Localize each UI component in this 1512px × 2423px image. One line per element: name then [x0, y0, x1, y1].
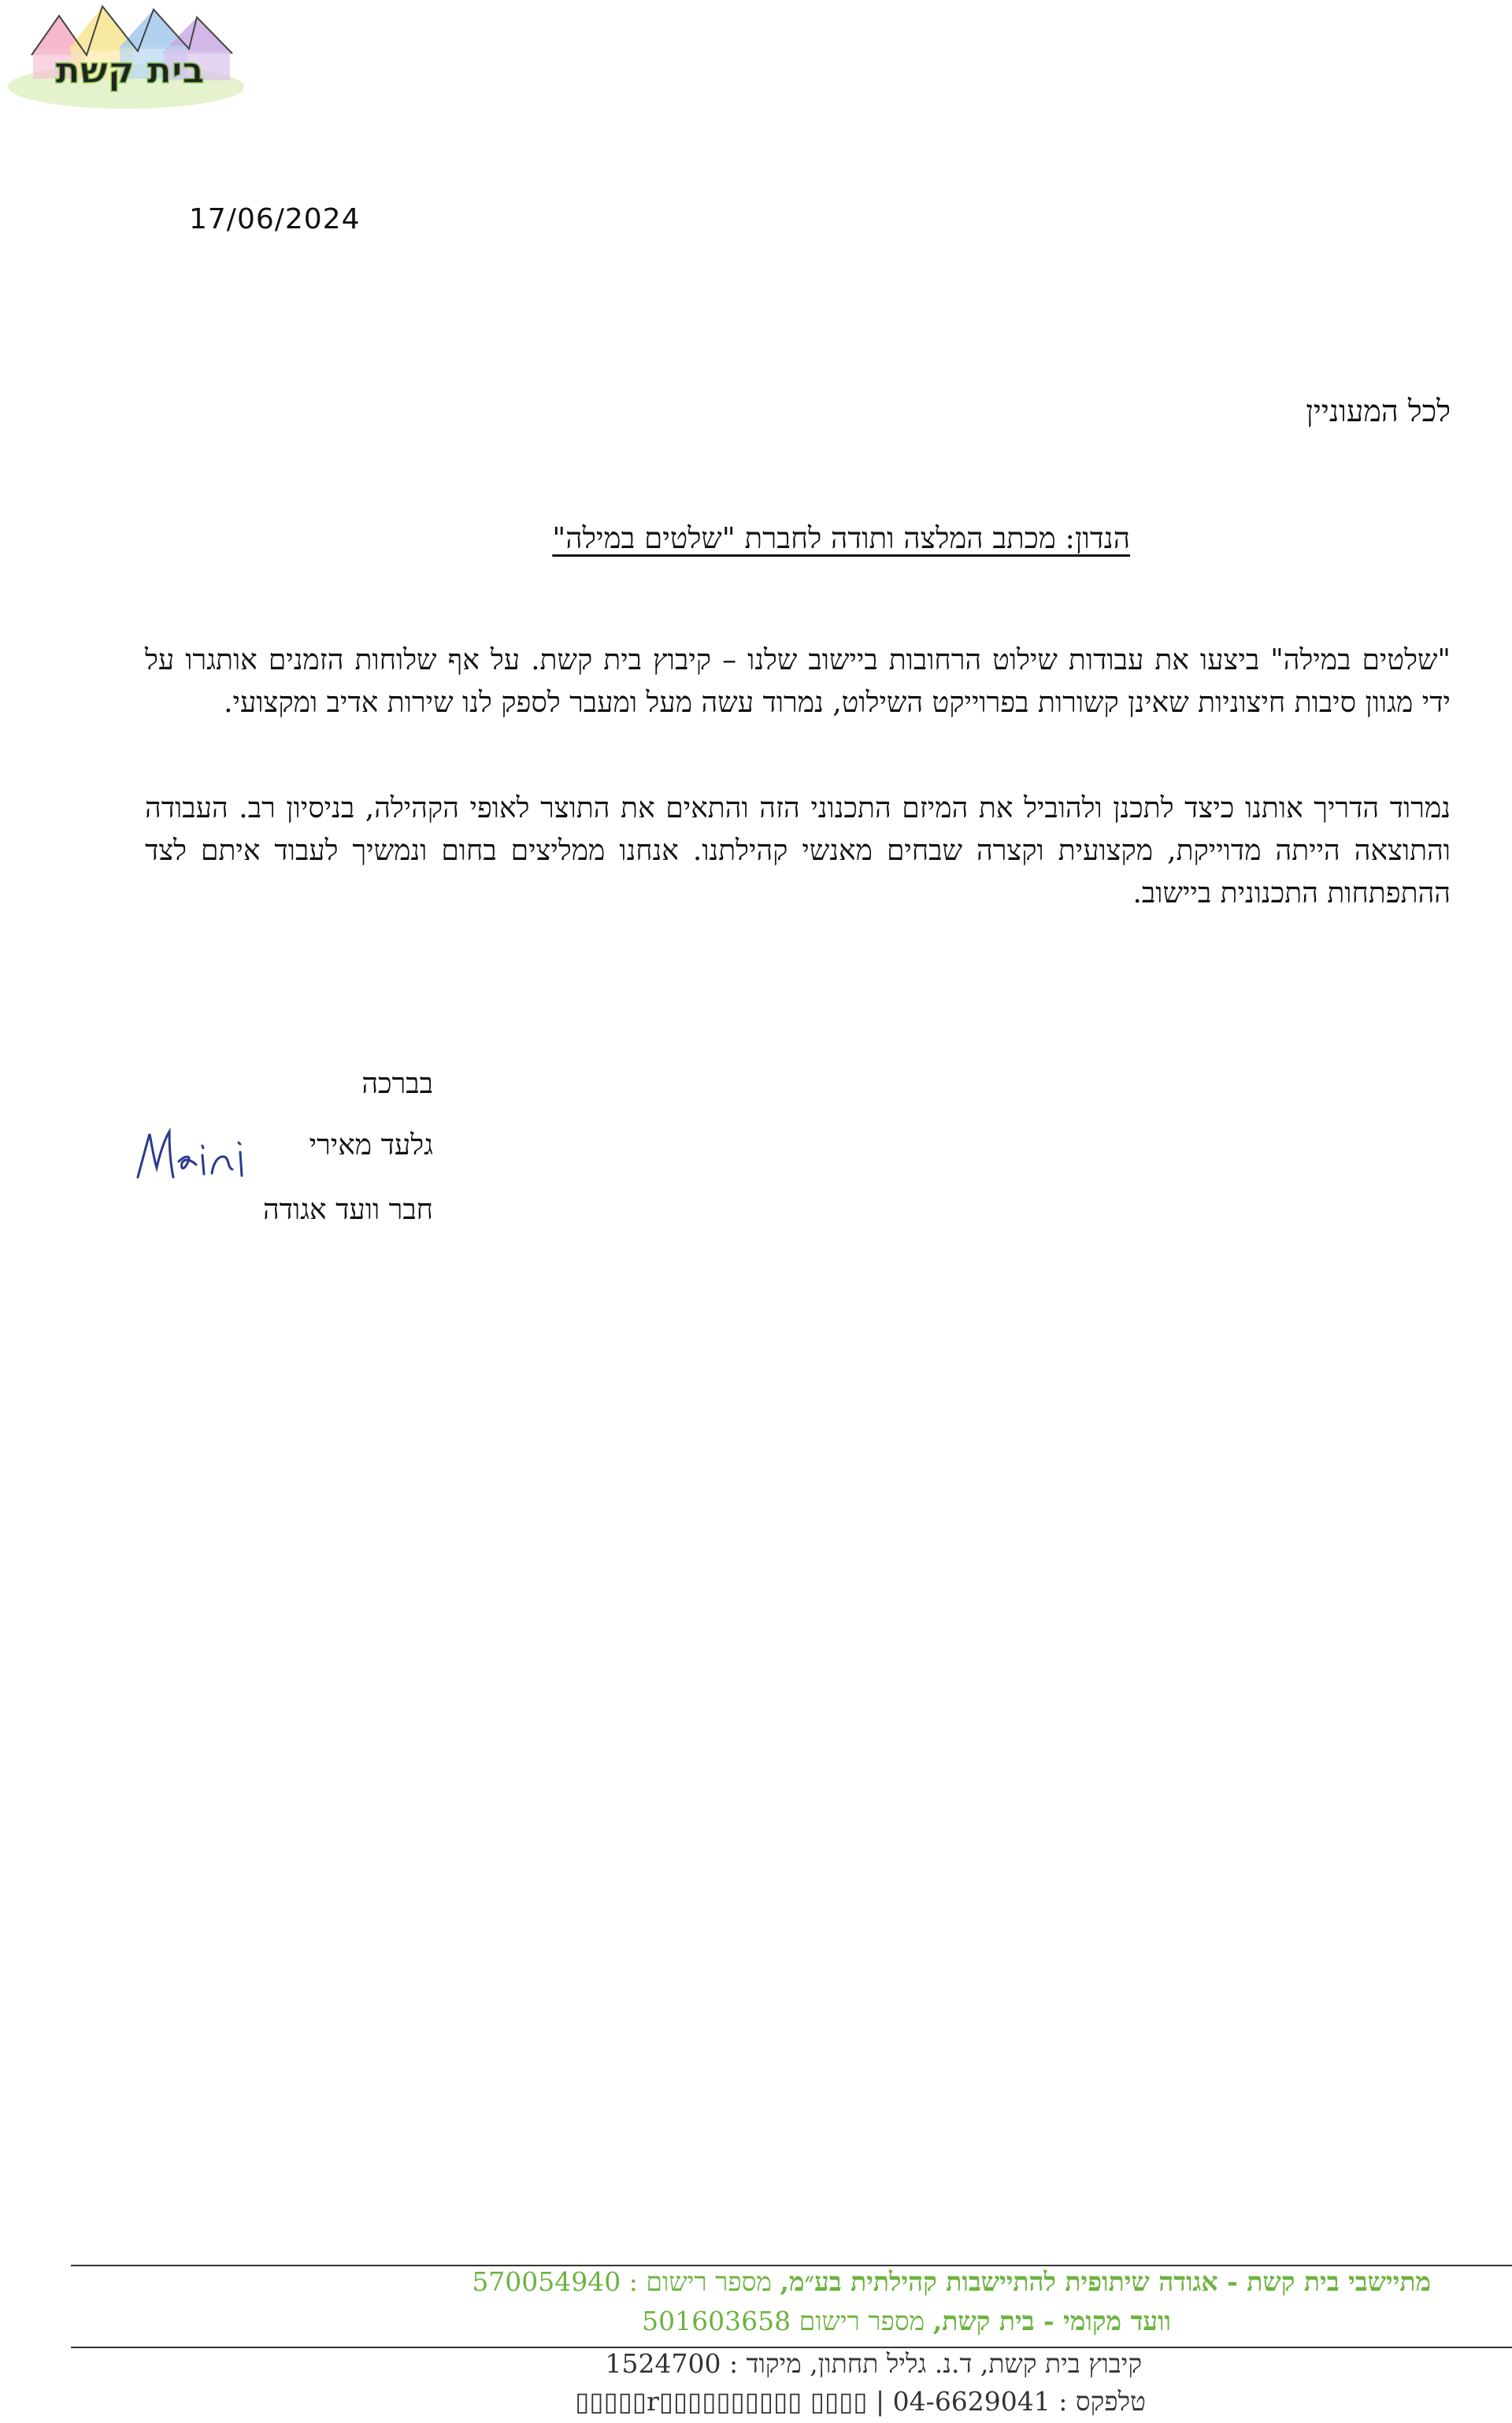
- closing: בברכה: [361, 1068, 433, 1100]
- body-paragraph: "שלטים במילה" ביצעו את עבודות שילוט הרחובות ביישוב שלנו – קיבוץ בית קשת. על אף שלוחות הזמנים אותגרו על ידי מגוון סיבות חיצוניות שאינן קשורות בפרוייקט השילוט, נמרוד עשה מעל ומעבר לספק לנו שירות אדיב ומקצועי.: [145, 644, 1451, 719]
- footer-registration-line: [472, 2266, 1431, 2298]
- body-paragraph: נמרוד הדריך אותנו כיצד לתכנן ולהוביל את המיזם התכנוני הזה והתאים את התוצר לאופי הקהילה, בניסיון רב. העבודה והתוצאה הייתה מדוייקת, מקצועית וקצרה שבחים מאנשי קהילתנו. אנחנו ממליצים בחום ונמשיך לעבוד איתם לצד ההתפתחות התכנונית ביישוב.: [145, 792, 1451, 910]
- signer-name: גלעד מאירי: [309, 1129, 433, 1161]
- footer-association-name: מתיישבי בית קשת - אגודה שיתופית להתיישבות קהילתית בע״מ,: [780, 2266, 1431, 2297]
- handwritten-signature: [130, 1099, 268, 1201]
- signer-role: חבר וועד אגודה: [262, 1194, 433, 1226]
- beit-keshet-logo: [0, 0, 260, 118]
- footer-registration-number: מספר רישום : 570054940: [472, 2266, 780, 2297]
- addressee: לכל המעוניין: [1306, 394, 1451, 428]
- footer-committee-line: [642, 2306, 1171, 2337]
- footer-address: קיבוץ בית קשת, ד.נ. גליל תחתון, מיקוד : 1524700: [605, 2348, 1142, 2379]
- footer-committee-name: וועד מקומי - בית קשת,: [932, 2306, 1171, 2336]
- logo-text: בית קשת: [55, 49, 205, 91]
- footer-contact: טלפקס : 04-6629041 | ▯▯▯▯ ▯▯▯▯▯▯▯▯▯▯r▯▯▯▯▯: [575, 2386, 1146, 2417]
- footer-committee-number: מספר רישום 501603658: [642, 2306, 933, 2336]
- letter-date: 17/06/2024: [189, 203, 361, 235]
- subject-line: הנדון: מכתב המלצה ותודה לחברת "שלטים במילה": [552, 521, 1130, 555]
